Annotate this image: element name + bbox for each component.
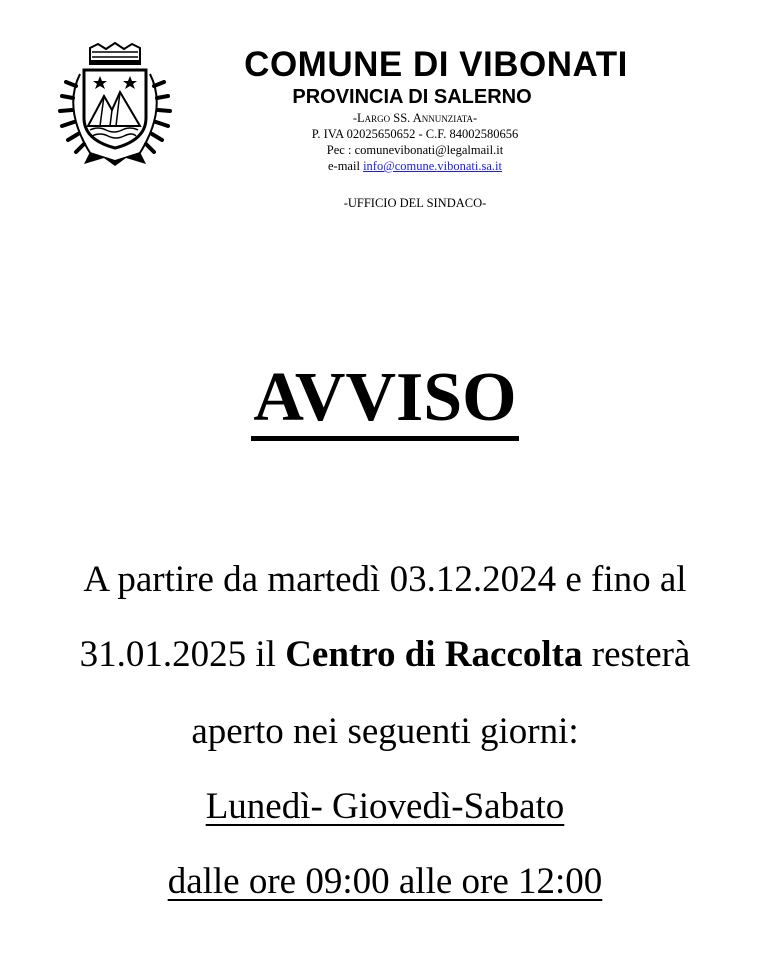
email-label: e-mail: [328, 159, 364, 173]
address-line: -Largo SS. Annunziata-: [352, 111, 478, 125]
municipal-crest-icon: [56, 40, 174, 170]
collection-center-name: Centro di Raccolta: [285, 634, 583, 675]
pec-line: Pec : comunevibonati@legalmail.it: [326, 143, 504, 157]
notice-line-2: 31.01.2025 il Centro di Raccolta resterà: [79, 634, 691, 675]
email-link[interactable]: info@comune.vibonati.sa.it: [363, 159, 502, 173]
municipality-name: COMUNE DI VIBONATI: [244, 45, 628, 84]
notice-line-3: aperto nei seguenti giorni:: [191, 711, 579, 752]
province-name: PROVINCIA DI SALERNO: [292, 86, 532, 108]
email-line: [220, 158, 610, 174]
office-label: -UFFICIO DEL SINDACO-: [343, 196, 487, 210]
vat-line: P. IVA 02025650652 - C.F. 84002580656: [311, 127, 519, 141]
notice-title: AVVISO: [0, 358, 770, 438]
notice-line-1: A partire da martedì 03.12.2024 e fino al: [83, 559, 687, 600]
opening-hours: dalle ore 09:00 alle ore 12:00: [167, 861, 603, 902]
opening-days: Lunedì- Giovedì-Sabato: [205, 786, 565, 827]
